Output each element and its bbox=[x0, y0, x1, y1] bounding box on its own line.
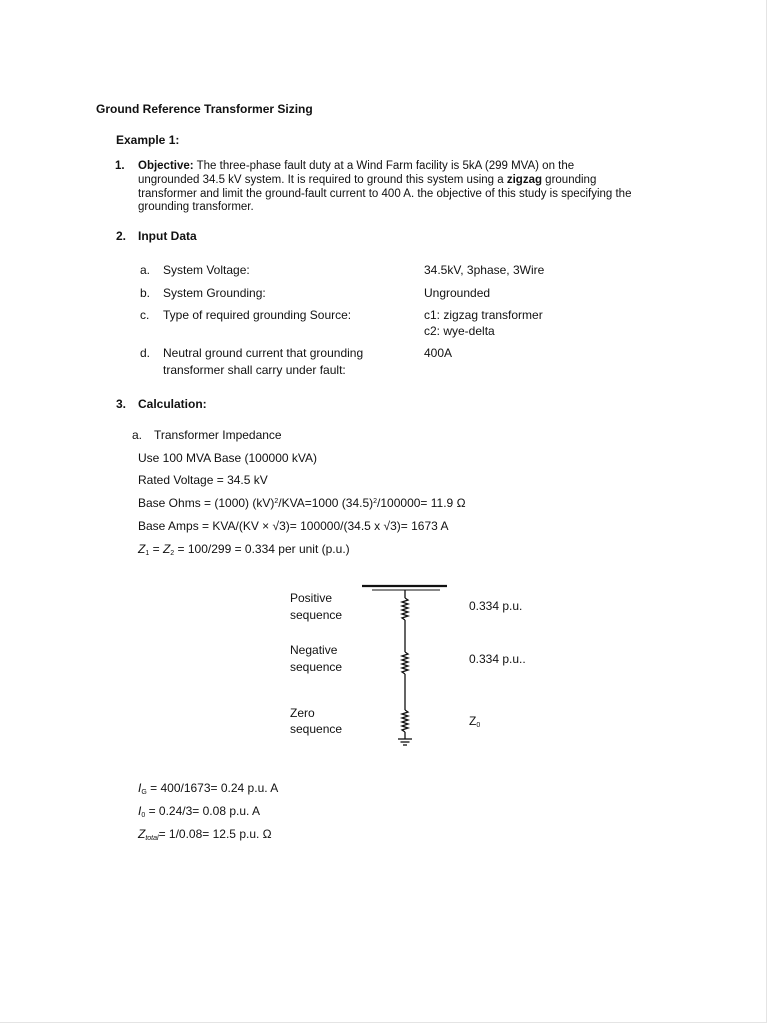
calc-amps-line: Base Amps = KVA/(KV × √3)= 100000/(34.5 x √3)= 1673 A bbox=[138, 519, 449, 533]
negative-value: 0.334 p.u.. bbox=[469, 652, 526, 666]
objective-line-3: transformer and limit the ground-fault current to 400 A. the objective of this study is specifying the bbox=[138, 188, 632, 200]
result-ztotal bbox=[138, 827, 272, 842]
ohms-part-1: Base Ohms = (1000) (kV) bbox=[138, 496, 275, 510]
ig-sub: G bbox=[141, 789, 147, 796]
document-title: Ground Reference Transformer Sizing bbox=[96, 102, 313, 116]
zero-value-sub: 0 bbox=[476, 722, 481, 729]
result-ig bbox=[138, 781, 278, 796]
objective-text-2: ungrounded 34.5 kV system. It is required to ground this system using a bbox=[138, 174, 507, 186]
negative-label-2: sequence bbox=[290, 660, 343, 674]
objective-number: 1. bbox=[115, 160, 125, 172]
result-i0 bbox=[138, 804, 260, 819]
input-item-label: System Voltage: bbox=[163, 263, 250, 277]
input-item-label: Neutral ground current that grounding bbox=[163, 346, 364, 360]
objective-zigzag: zigzag bbox=[506, 174, 542, 186]
positive-label-1: Positive bbox=[290, 591, 333, 605]
z-symbol-2: Z bbox=[162, 542, 171, 556]
objective-text-2b: grounding bbox=[541, 174, 597, 186]
z-sub-1: 1 bbox=[145, 550, 150, 557]
i0-symbol: I bbox=[138, 804, 142, 818]
ohms-sup-2: 2 bbox=[373, 498, 378, 505]
i0-rest: = 0.24/3= 0.08 p.u. A bbox=[145, 804, 261, 818]
ohms-part-2: /KVA=1000 (34.5) bbox=[278, 496, 374, 510]
input-item-label: Type of required grounding Source: bbox=[163, 308, 352, 322]
zero-value-symbol: Z bbox=[469, 714, 477, 728]
z-rest: = 100/299 = 0.334 per unit (p.u.) bbox=[174, 542, 350, 556]
zt-sub: total bbox=[145, 835, 159, 842]
positive-label-2: sequence bbox=[290, 608, 343, 622]
calc-base-line: Use 100 MVA Base (100000 kVA) bbox=[138, 451, 317, 465]
input-item-letter: d. bbox=[140, 346, 151, 360]
zt-symbol: Z bbox=[138, 827, 146, 841]
input-item-value-2: c2: wye-delta bbox=[424, 324, 495, 338]
calculation-number: 3. bbox=[116, 397, 127, 411]
objective-label: Objective: bbox=[138, 160, 194, 172]
calc-sub-heading: Transformer Impedance bbox=[154, 428, 282, 442]
ig-rest: = 400/1673= 0.24 p.u. A bbox=[146, 781, 279, 795]
negative-resistor bbox=[402, 652, 408, 674]
input-data-heading: Input Data bbox=[138, 229, 197, 243]
zero-label-1: Zero bbox=[290, 706, 315, 720]
input-item-value: Ungrounded bbox=[424, 286, 491, 300]
example-heading: Example 1: bbox=[116, 133, 180, 147]
objective-line-4: grounding transformer. bbox=[138, 201, 254, 213]
input-data-number: 2. bbox=[116, 229, 127, 243]
input-item-letter: a. bbox=[140, 263, 151, 277]
zt-rest: = 1/0.08= 12.5 p.u. Ω bbox=[158, 827, 272, 841]
z-symbol-1: Z bbox=[138, 542, 146, 556]
calc-sub-letter: a. bbox=[132, 428, 143, 442]
input-item-letter: c. bbox=[140, 308, 150, 322]
positive-value: 0.334 p.u. bbox=[469, 599, 523, 613]
zero-label-2: sequence bbox=[290, 722, 343, 736]
positive-resistor bbox=[402, 598, 408, 620]
ohms-sup-1: 2 bbox=[274, 498, 279, 505]
input-item-value: 400A bbox=[424, 346, 453, 360]
negative-label-1: Negative bbox=[290, 643, 338, 657]
objective-text-1: The three-phase fault duty at a Wind Farm facility is 5kA (299 MVA) on the bbox=[196, 160, 575, 172]
calculation-heading: Calculation: bbox=[138, 397, 207, 411]
input-item-label: System Grounding: bbox=[163, 286, 266, 300]
input-item-value: 34.5kV, 3phase, 3Wire bbox=[424, 263, 545, 277]
z-sub-2: 2 bbox=[170, 550, 175, 557]
input-item-letter: b. bbox=[140, 286, 151, 300]
ig-symbol: I bbox=[138, 781, 142, 795]
input-item-value: c1: zigzag transformer bbox=[424, 308, 543, 322]
i0-sub: 0 bbox=[141, 812, 146, 819]
calc-rated-line: Rated Voltage = 34.5 kV bbox=[138, 473, 268, 487]
input-item-label-2: transformer shall carry under fault: bbox=[163, 363, 346, 377]
z-eq: = bbox=[149, 542, 163, 556]
zero-resistor bbox=[402, 710, 408, 732]
ohms-part-3: /100000= 11.9 Ω bbox=[377, 496, 466, 510]
